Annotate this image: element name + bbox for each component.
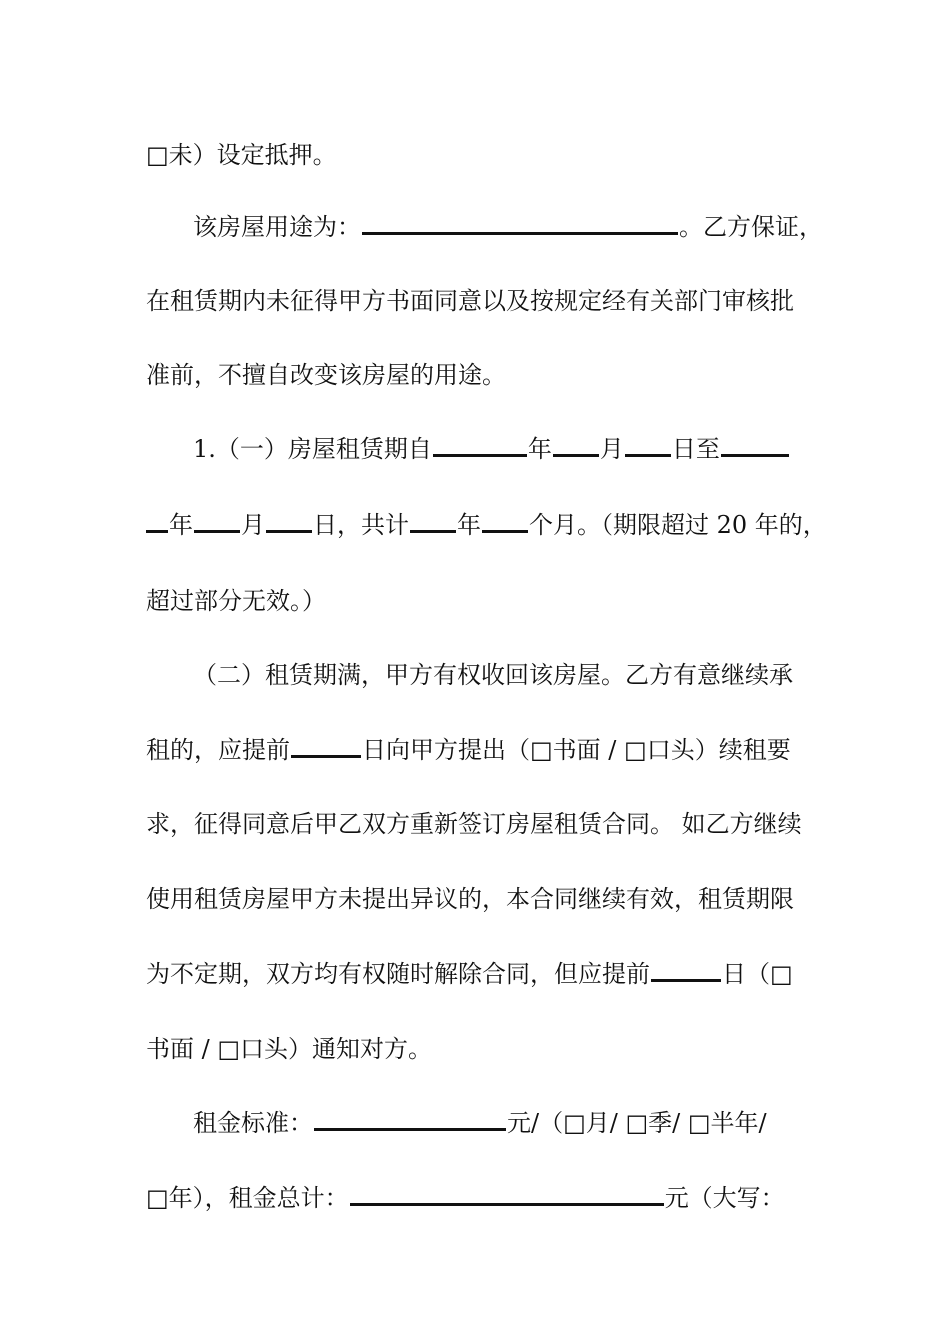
start-month-blank[interactable] (553, 434, 599, 457)
text-segment: 租金标准： (193, 1109, 313, 1137)
text-segment: 书面 / □口头）通知对方。 (146, 1035, 433, 1063)
rent-total-blank[interactable] (350, 1183, 664, 1206)
text-line-house-use (193, 211, 823, 243)
text-segment: □未）设定抵押。 (146, 141, 337, 169)
text-line-renewal-notice (146, 734, 791, 766)
text-segment: 为不定期，双方均有权随时解除合同，但应提前 (146, 960, 650, 988)
text-segment: 月 (599, 435, 624, 463)
text-line-indefinite-term (146, 958, 793, 990)
text-line-excess-invalid (146, 585, 326, 617)
text-line-rent-total (146, 1182, 785, 1214)
text-line-renewal-contract (146, 808, 802, 840)
text-segment: □年），租金总计： (146, 1184, 349, 1212)
text-segment: 年 (527, 435, 552, 463)
text-segment: 月 (241, 511, 265, 539)
text-line-lease-term-start (193, 433, 790, 465)
text-segment: 使用租赁房屋甲方未提出异议的，本合同继续有效，租赁期限 (146, 885, 794, 913)
rent-standard-blank[interactable] (314, 1108, 506, 1131)
text-segment: 。乙方保证， (679, 213, 823, 241)
start-year-blank[interactable] (433, 434, 527, 457)
total-years-blank[interactable] (410, 510, 456, 533)
text-segment: 该房屋用途为： (193, 213, 361, 241)
text-segment: 1.（一）房屋租赁期自 (193, 435, 432, 463)
end-day-blank[interactable] (266, 510, 312, 533)
text-line-lease-expiry (193, 659, 793, 691)
end-month-blank[interactable] (194, 510, 240, 533)
total-months-blank[interactable] (482, 510, 528, 533)
text-line-lease-term-end (146, 509, 827, 541)
text-line-unmortgaged (146, 139, 337, 171)
text-line-rent-standard (193, 1107, 767, 1139)
text-line-no-change-use (146, 359, 506, 391)
text-segment: 日向甲方提出（□书面 / □口头）续租要 (362, 736, 791, 764)
start-day-blank[interactable] (625, 434, 671, 457)
text-line-notify-party (146, 1033, 432, 1065)
text-segment: 年 (457, 511, 481, 539)
text-segment: 元（大写： (664, 1184, 785, 1212)
text-segment: 求，征得同意后甲乙双方重新签订房屋租赁合同。 如乙方继续 (146, 810, 802, 838)
text-segment: 准前，不擅自改变该房屋的用途。 (146, 361, 506, 389)
text-segment: 年 (169, 511, 193, 539)
end-year-blank-part1[interactable] (721, 434, 789, 457)
text-segment: 元/（□月/ □季/ □半年/ (507, 1109, 767, 1137)
text-segment: 个月。（期限超过 20 年的， (529, 511, 827, 539)
house-use-blank[interactable] (362, 212, 678, 235)
text-line-consent (146, 285, 794, 317)
text-segment: 超过部分无效。） (146, 587, 326, 615)
text-segment: （二）租赁期满，甲方有权收回该房屋。乙方有意继续承 (193, 661, 793, 689)
text-segment: 日（□ (722, 960, 793, 988)
text-segment: 日至 (671, 435, 720, 463)
text-segment: 租的，应提前 (146, 736, 290, 764)
end-year-blank-part2[interactable] (146, 510, 168, 533)
text-line-continue-use (146, 883, 794, 915)
renewal-notice-days-blank[interactable] (291, 735, 361, 758)
text-segment: 日，共计 (313, 511, 409, 539)
text-segment: 在租赁期内未征得甲方书面同意以及按规定经有关部门审核批 (146, 287, 794, 315)
termination-notice-days-blank[interactable] (651, 959, 721, 982)
